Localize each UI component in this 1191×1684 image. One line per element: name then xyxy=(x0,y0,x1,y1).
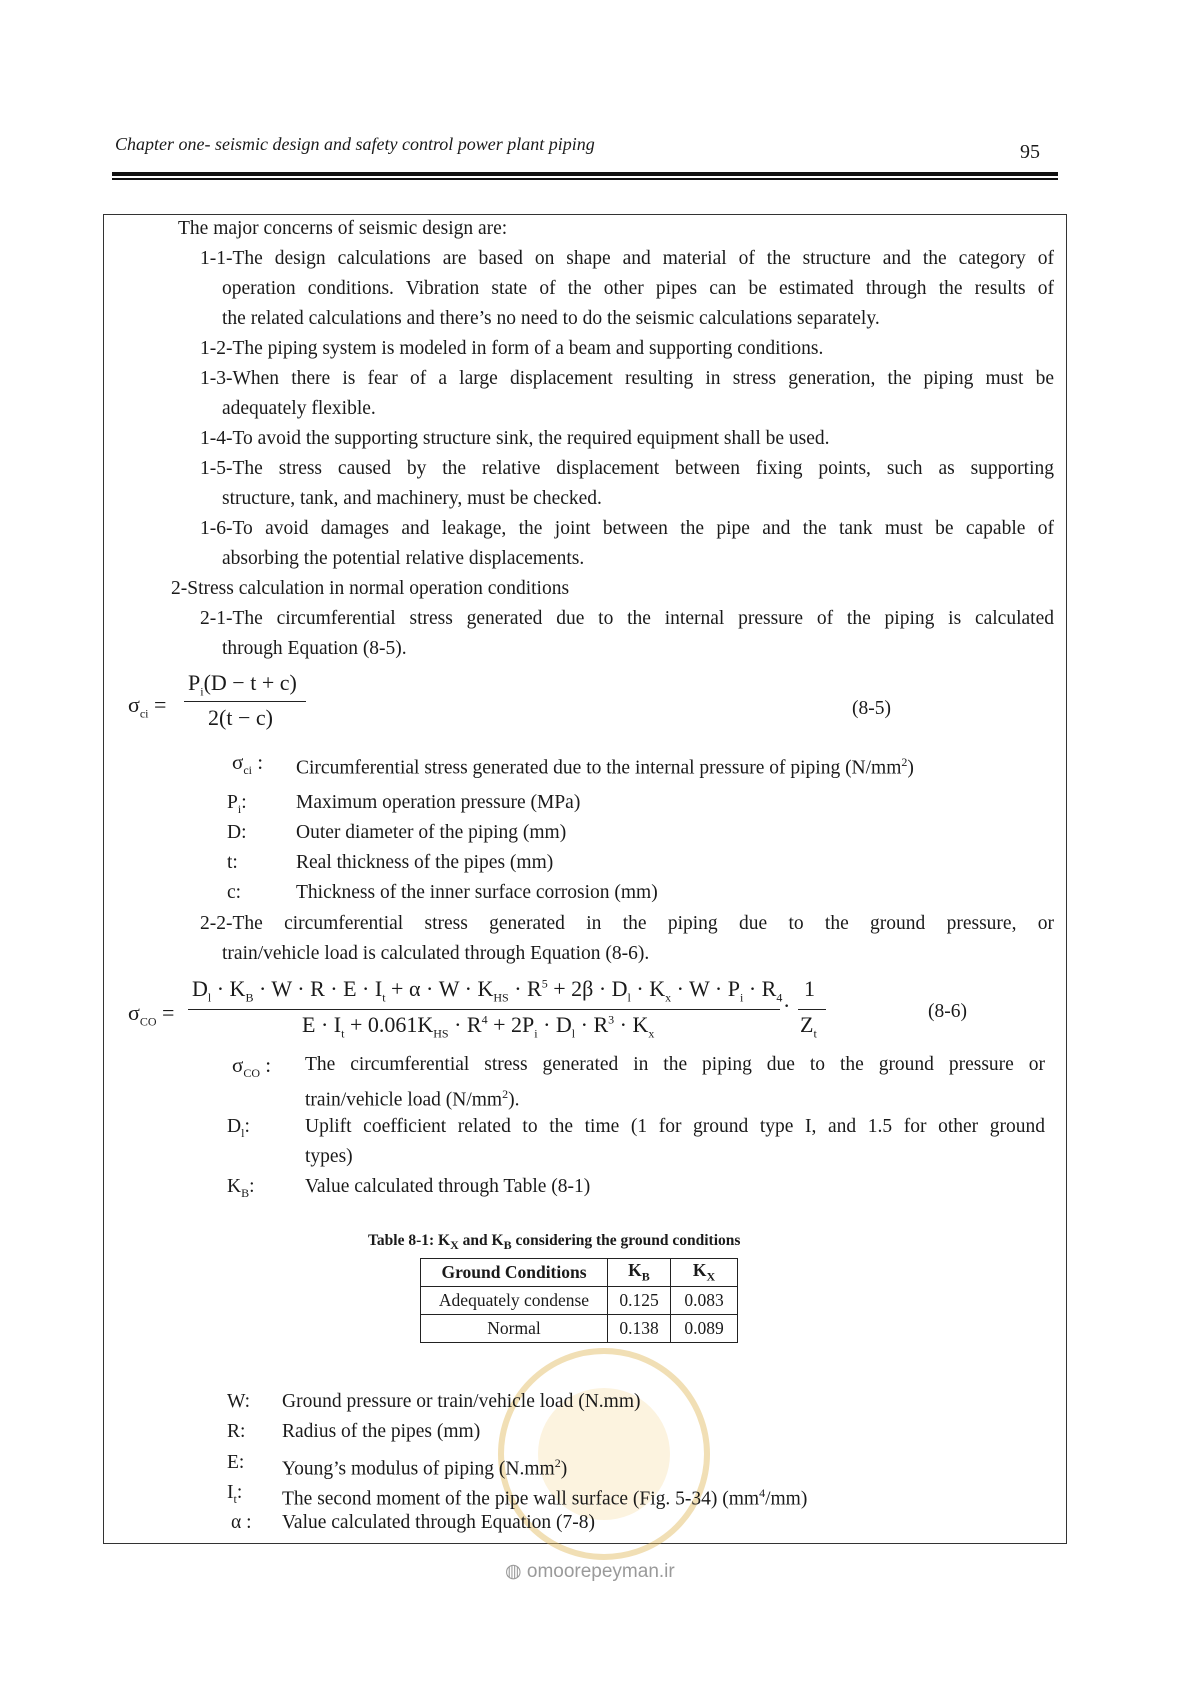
item-2-1-line1: 2-1-The circumferential stress generated due to the internal pressure of the piping is calculated xyxy=(200,608,1054,629)
table-cell: Adequately condense xyxy=(421,1287,608,1315)
equation-8-6-number: (8-6) xyxy=(928,1001,967,1022)
table-row xyxy=(421,1287,738,1315)
symbol-dl: $D_l$: xyxy=(227,1116,250,1140)
header-rule-thick xyxy=(112,172,1058,176)
symbol-r: R: xyxy=(227,1421,246,1442)
symbol-e: E: xyxy=(227,1452,245,1473)
definition-sigma-co-line1: The circumferential stress generated in the piping due to the ground pressure or xyxy=(305,1054,1045,1075)
item-1-2: 1-2-The piping system is modeled in form of a beam and supporting conditions. xyxy=(200,338,824,359)
equation-8-5-number: (8-5) xyxy=(852,698,891,719)
definition-d: Outer diameter of the piping (mm) xyxy=(296,822,567,843)
running-header: Chapter one- seismic design and safety control power plant piping xyxy=(115,134,595,154)
table-header-row xyxy=(421,1259,738,1287)
globe-icon: ◍ xyxy=(505,1561,522,1582)
item-2-2-line2: train/vehicle load is calculated through Equation (8-6). xyxy=(222,943,650,964)
definition-r: Radius of the pipes (mm) xyxy=(282,1421,481,1442)
definition-sigma-ci: Circumferential stress generated due to the internal pressure of piping $(N/mm^2)$ xyxy=(296,755,914,779)
table-caption: Table 8-1: $K_X$ and $K_B$ considering the ground conditions xyxy=(368,1232,741,1253)
symbol-it: $I_t$: xyxy=(227,1482,243,1506)
symbol-w: W: xyxy=(227,1391,251,1412)
section-2-heading: 2-Stress calculation in normal operation conditions xyxy=(171,578,570,599)
ground-conditions-table xyxy=(420,1258,738,1343)
table-cell: 0.089 xyxy=(671,1315,738,1343)
item-1-3-line1: 1-3-When there is fear of a large displacement resulting in stress generation, the piping must be xyxy=(200,368,1054,389)
definition-dl-line2: types) xyxy=(305,1146,353,1167)
definition-t: Real thickness of the pipes (mm) xyxy=(296,852,554,873)
table-cell: 0.083 xyxy=(671,1287,738,1315)
symbol-d: D: xyxy=(227,822,247,843)
item-1-1-line3: the related calculations and there’s no need to do the seismic calculations separately. xyxy=(222,308,880,329)
symbol-sigma-co: $\sigma_{CO}$ : xyxy=(232,1053,272,1081)
page-number: 95 xyxy=(1020,141,1040,163)
definition-dl-line1: Uplift coefficient related to the time (1 for ground type I, and 1.5 for other ground xyxy=(305,1116,1045,1137)
symbol-alpha: α : xyxy=(231,1512,252,1533)
item-2-2-line1: 2-2-The circumferential stress generated in the piping due to the ground pressure, or xyxy=(200,913,1054,934)
item-1-4: 1-4-To avoid the supporting structure sink, the required equipment shall be used. xyxy=(200,428,830,449)
item-1-6-line2: absorbing the potential relative displacements. xyxy=(222,548,585,569)
definition-alpha: Value calculated through Equation (7-8) xyxy=(282,1512,595,1533)
table-cell: 0.125 xyxy=(608,1287,671,1315)
definition-c: Thickness of the inner surface corrosion (mm) xyxy=(296,882,658,903)
definition-kb: Value calculated through Table (8-1) xyxy=(305,1176,591,1197)
table-row xyxy=(421,1315,738,1343)
table-cell: Normal xyxy=(421,1315,608,1343)
definition-it: The second moment of the pipe wall surface (Fig. 5-34) $(mm^4/mm)$ xyxy=(282,1486,808,1510)
symbol-kb: $K_B$: xyxy=(227,1176,255,1200)
item-1-1-line1: 1-1-The design calculations are based on shape and material of the structure and the category of xyxy=(200,248,1054,269)
definition-w: Ground pressure or train/vehicle load (N.mm) xyxy=(282,1391,641,1412)
symbol-pi: $P_i$: xyxy=(227,792,247,816)
definition-pi: Maximum operation pressure (MPa) xyxy=(296,792,581,813)
watermark-text: ◍ omoorepeyman.ir xyxy=(505,1561,675,1582)
definition-sigma-co-line2: train/vehicle load $(N/mm^2)$. xyxy=(305,1087,520,1111)
item-1-3-line2: adequately flexible. xyxy=(222,398,376,419)
item-1-6-line1: 1-6-To avoid damages and leakage, the joint between the pipe and the tank must be capable of xyxy=(200,518,1054,539)
item-1-1-line2: operation conditions. Vibration state of the other pipes can be estimated through the results of xyxy=(222,278,1054,299)
symbol-t: t: xyxy=(227,852,238,873)
symbol-sigma-ci: $\sigma_{ci}$ : xyxy=(232,750,264,778)
table-header-cell: $K_B$ xyxy=(608,1259,671,1287)
item-1-5-line1: 1-5-The stress caused by the relative displacement between fixing points, such as supporting xyxy=(200,458,1054,479)
header-rule-thin xyxy=(112,178,1058,180)
table-cell: 0.138 xyxy=(608,1315,671,1343)
intro-text: The major concerns of seismic design are: xyxy=(178,218,508,239)
item-2-1-line2: through Equation (8-5). xyxy=(222,638,407,659)
item-1-5-line2: structure, tank, and machinery, must be checked. xyxy=(222,488,602,509)
table-header-cell: Ground Conditions xyxy=(421,1259,608,1287)
symbol-c: c: xyxy=(227,882,242,903)
table-header-cell: $K_X$ xyxy=(671,1259,738,1287)
definition-e: Young’s modulus of piping $(N.mm^2)$ xyxy=(282,1456,568,1480)
